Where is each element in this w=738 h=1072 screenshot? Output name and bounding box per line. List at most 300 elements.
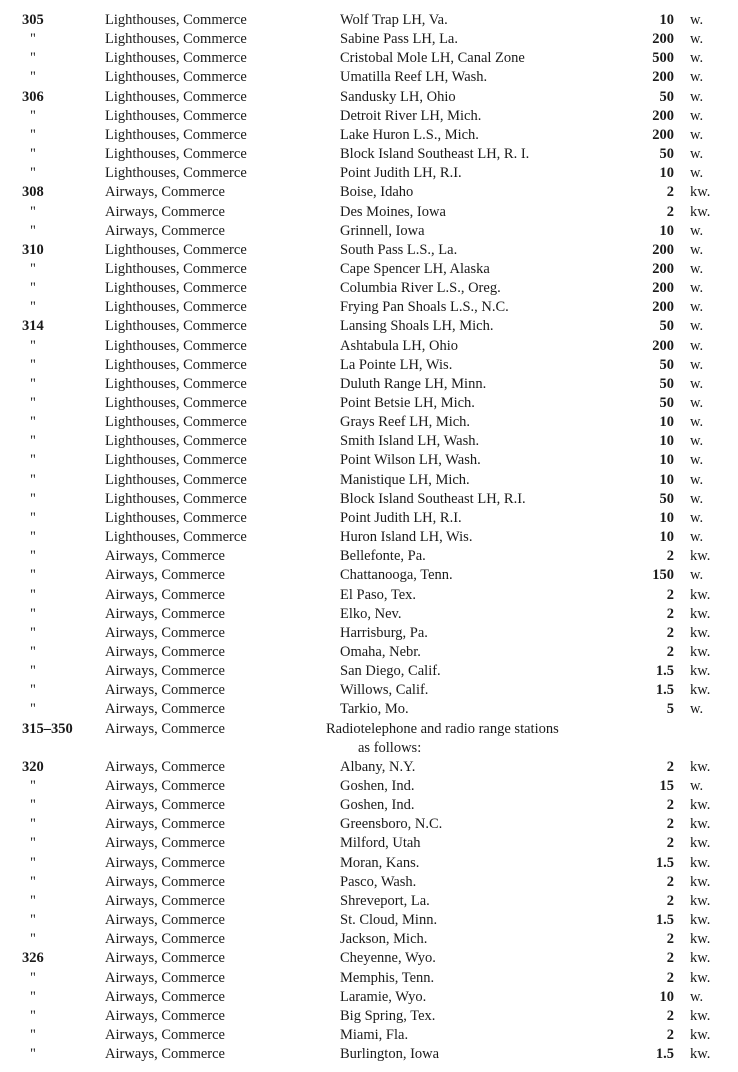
power-cell: 2 bbox=[666, 950, 674, 967]
frequency-cell: " bbox=[30, 969, 36, 986]
table-row bbox=[0, 930, 738, 949]
frequency-cell: " bbox=[30, 854, 36, 871]
station-cell: Moran, Kans. bbox=[340, 854, 420, 871]
table-row bbox=[0, 11, 738, 30]
unit-cell: w. bbox=[690, 50, 704, 67]
unit-cell: w. bbox=[690, 12, 704, 28]
service-cell: Airways, Commerce bbox=[105, 184, 225, 201]
unit-cell: w. bbox=[690, 299, 704, 316]
unit-cell: kw. bbox=[690, 586, 711, 603]
service-cell: Airways, Commerce bbox=[105, 720, 225, 737]
frequency-cell: " bbox=[30, 395, 36, 411]
service-cell: Airways, Commerce bbox=[105, 624, 225, 641]
table-row bbox=[0, 471, 738, 490]
service-cell: Airways, Commerce bbox=[105, 873, 225, 890]
table-row bbox=[0, 1045, 738, 1064]
station-cell: Omaha, Nebr. bbox=[340, 643, 421, 660]
unit-cell: kw. bbox=[690, 1046, 711, 1063]
power-cell: 200 bbox=[652, 69, 674, 86]
service-cell: Airways, Commerce bbox=[105, 988, 225, 1005]
station-cell: Chattanooga, Tenn. bbox=[340, 567, 453, 584]
station-cell: South Pass L.S., La. bbox=[340, 241, 458, 258]
station-cell: Sandusky LH, Ohio bbox=[340, 88, 456, 105]
table-row bbox=[0, 662, 738, 681]
frequency-cell: " bbox=[30, 624, 36, 641]
service-cell: Airways, Commerce bbox=[105, 892, 225, 909]
unit-cell: w. bbox=[690, 471, 704, 488]
power-cell: 150 bbox=[652, 567, 674, 584]
station-cell: Milford, Utah bbox=[340, 835, 421, 852]
frequency-cell: " bbox=[30, 835, 36, 852]
table-row bbox=[0, 681, 738, 700]
service-cell: Lighthouses, Commerce bbox=[105, 395, 247, 411]
power-cell: 2 bbox=[666, 835, 674, 852]
service-cell: Lighthouses, Commerce bbox=[105, 107, 247, 124]
frequency-cell: " bbox=[30, 548, 36, 565]
power-cell: 10 bbox=[659, 165, 674, 182]
table-row bbox=[0, 911, 738, 930]
table-row bbox=[0, 700, 738, 719]
unit-cell: w. bbox=[690, 31, 704, 48]
unit-cell: w. bbox=[690, 509, 704, 526]
frequency-cell: " bbox=[30, 452, 36, 469]
station-cell: Bellefonte, Pa. bbox=[340, 548, 426, 565]
station-cell: Willows, Calif. bbox=[340, 682, 429, 699]
table-row bbox=[0, 317, 738, 336]
station-cell: Goshen, Ind. bbox=[340, 778, 415, 794]
unit-cell: w. bbox=[690, 433, 704, 450]
service-cell: Lighthouses, Commerce bbox=[105, 165, 247, 182]
station-cell: Memphis, Tenn. bbox=[340, 969, 435, 986]
table-row bbox=[0, 107, 738, 126]
power-cell: 2 bbox=[666, 873, 674, 890]
station-cell: Detroit River LH, Mich. bbox=[340, 107, 482, 124]
frequency-cell: " bbox=[30, 356, 36, 373]
power-cell: 2 bbox=[666, 797, 674, 814]
service-cell: Lighthouses, Commerce bbox=[105, 433, 247, 450]
unit-cell: w. bbox=[690, 146, 704, 163]
power-cell: 10 bbox=[659, 452, 674, 469]
service-cell: Lighthouses, Commerce bbox=[105, 337, 247, 354]
power-cell: 2 bbox=[666, 624, 674, 641]
table-row bbox=[0, 949, 738, 968]
table-row bbox=[0, 586, 738, 605]
unit-cell: kw. bbox=[690, 797, 711, 814]
power-cell: 2 bbox=[666, 184, 674, 201]
unit-cell: kw. bbox=[690, 643, 711, 660]
power-cell: 1.5 bbox=[655, 912, 674, 929]
unit-cell: kw. bbox=[690, 969, 711, 986]
service-cell: Airways, Commerce bbox=[105, 778, 225, 794]
station-cell: Laramie, Wyo. bbox=[340, 988, 427, 1005]
station-cell: St. Cloud, Minn. bbox=[340, 912, 438, 929]
service-cell: Airways, Commerce bbox=[105, 758, 225, 775]
service-cell: Lighthouses, Commerce bbox=[105, 471, 247, 488]
frequency-cell: " bbox=[30, 107, 36, 124]
station-cell: La Pointe LH, Wis. bbox=[340, 356, 453, 373]
unit-cell: w. bbox=[690, 126, 704, 143]
table-row bbox=[0, 1026, 738, 1045]
station-cell: Tarkio, Mo. bbox=[340, 701, 409, 718]
unit-cell: kw. bbox=[690, 835, 711, 852]
service-cell: Lighthouses, Commerce bbox=[105, 126, 247, 143]
station-cell: Jackson, Mich. bbox=[340, 931, 428, 948]
station-cell: Burlington, Iowa bbox=[340, 1046, 440, 1063]
service-cell: Lighthouses, Commerce bbox=[105, 31, 247, 48]
unit-cell: w. bbox=[690, 988, 704, 1005]
table-row bbox=[0, 892, 738, 911]
station-cell: Big Spring, Tex. bbox=[340, 1007, 436, 1024]
service-cell: Airways, Commerce bbox=[105, 816, 225, 833]
unit-cell: w. bbox=[690, 529, 704, 546]
frequency-cell: 320 bbox=[22, 758, 44, 775]
unit-cell: kw. bbox=[690, 931, 711, 948]
frequency-cell: " bbox=[30, 414, 36, 431]
frequency-cell: " bbox=[30, 375, 36, 392]
frequency-cell: " bbox=[30, 1046, 36, 1063]
unit-cell: kw. bbox=[690, 663, 711, 680]
table-row bbox=[0, 758, 738, 777]
table-row bbox=[0, 260, 738, 279]
station-cell: Point Betsie LH, Mich. bbox=[340, 395, 475, 411]
station-cell: El Paso, Tex. bbox=[340, 586, 417, 603]
service-cell: Airways, Commerce bbox=[105, 835, 225, 852]
frequency-cell: " bbox=[30, 873, 36, 890]
service-cell: Lighthouses, Commerce bbox=[105, 88, 247, 105]
table-row bbox=[0, 68, 738, 87]
frequency-cell: " bbox=[30, 701, 36, 718]
table-row bbox=[0, 49, 738, 68]
station-cell: Greensboro, N.C. bbox=[340, 816, 443, 833]
power-cell: 50 bbox=[659, 318, 674, 335]
unit-cell: kw. bbox=[690, 950, 711, 967]
frequency-cell: " bbox=[30, 1007, 36, 1024]
unit-cell: kw. bbox=[690, 1007, 711, 1024]
power-cell: 50 bbox=[659, 375, 674, 392]
frequency-cell: 326 bbox=[22, 950, 44, 967]
frequency-cell: 310 bbox=[22, 241, 44, 258]
service-cell: Airways, Commerce bbox=[105, 701, 225, 718]
power-cell: 2 bbox=[666, 605, 674, 622]
frequency-cell: " bbox=[30, 280, 36, 297]
unit-cell: kw. bbox=[690, 624, 711, 641]
unit-cell: kw. bbox=[690, 892, 711, 909]
unit-cell: kw. bbox=[690, 1026, 711, 1043]
power-cell: 2 bbox=[666, 548, 674, 565]
table-row bbox=[0, 1007, 738, 1026]
frequency-cell: " bbox=[30, 663, 36, 680]
unit-cell: w. bbox=[690, 280, 704, 297]
station-cell: Pasco, Wash. bbox=[340, 873, 417, 890]
table-row bbox=[0, 413, 738, 432]
power-cell: 1.5 bbox=[655, 663, 674, 680]
power-cell: 50 bbox=[659, 395, 674, 411]
table-row bbox=[0, 643, 738, 662]
frequency-cell: 315–350 bbox=[22, 720, 73, 737]
table-row bbox=[0, 375, 738, 394]
service-cell: Airways, Commerce bbox=[105, 912, 225, 929]
table-row bbox=[0, 796, 738, 815]
unit-cell: w. bbox=[690, 107, 704, 124]
unit-cell: w. bbox=[690, 567, 704, 584]
station-cell: Umatilla Reef LH, Wash. bbox=[340, 69, 488, 86]
frequency-cell: " bbox=[30, 222, 36, 239]
power-cell: 50 bbox=[659, 88, 674, 105]
station-cell: Wolf Trap LH, Va. bbox=[340, 12, 448, 28]
power-cell: 200 bbox=[652, 337, 674, 354]
unit-cell: kw. bbox=[690, 816, 711, 833]
power-cell: 2 bbox=[666, 931, 674, 948]
table-row bbox=[0, 509, 738, 528]
table-row bbox=[0, 490, 738, 509]
service-cell: Lighthouses, Commerce bbox=[105, 490, 247, 507]
frequency-cell: 314 bbox=[22, 318, 44, 335]
station-cell: Frying Pan Shoals L.S., N.C. bbox=[340, 299, 509, 316]
frequency-cell: " bbox=[30, 509, 36, 526]
unit-cell: w. bbox=[690, 414, 704, 431]
service-cell: Lighthouses, Commerce bbox=[105, 318, 247, 335]
note-line: Radiotelephone and radio range stations bbox=[326, 720, 559, 737]
table-row bbox=[0, 126, 738, 145]
table-row bbox=[0, 739, 738, 758]
station-cell: Harrisburg, Pa. bbox=[340, 624, 428, 641]
station-cell: Des Moines, Iowa bbox=[340, 203, 446, 220]
service-cell: Lighthouses, Commerce bbox=[105, 529, 247, 546]
power-cell: 5 bbox=[666, 701, 674, 718]
unit-cell: kw. bbox=[690, 758, 711, 775]
station-cell: Grinnell, Iowa bbox=[340, 222, 425, 239]
station-cell: Lansing Shoals LH, Mich. bbox=[340, 318, 494, 335]
table-row bbox=[0, 337, 738, 356]
unit-cell: w. bbox=[690, 260, 704, 277]
station-cell: Goshen, Ind. bbox=[340, 797, 415, 814]
power-cell: 2 bbox=[666, 1007, 674, 1024]
service-cell: Airways, Commerce bbox=[105, 203, 225, 220]
power-cell: 2 bbox=[666, 969, 674, 986]
power-cell: 15 bbox=[659, 778, 674, 794]
power-cell: 10 bbox=[659, 988, 674, 1005]
power-cell: 50 bbox=[659, 356, 674, 373]
frequency-cell: " bbox=[30, 146, 36, 163]
frequency-cell: " bbox=[30, 31, 36, 48]
power-cell: 2 bbox=[666, 816, 674, 833]
station-cell: Block Island Southeast LH, R.I. bbox=[340, 490, 526, 507]
frequency-cell: " bbox=[30, 337, 36, 354]
unit-cell: w. bbox=[690, 395, 704, 411]
unit-cell: w. bbox=[690, 356, 704, 373]
unit-cell: kw. bbox=[690, 203, 711, 220]
table-row bbox=[0, 834, 738, 853]
table-row bbox=[0, 164, 738, 183]
power-cell: 200 bbox=[652, 107, 674, 124]
table-row bbox=[0, 241, 738, 260]
table-row bbox=[0, 394, 738, 413]
power-cell: 10 bbox=[659, 433, 674, 450]
frequency-cell: " bbox=[30, 778, 36, 794]
table-row bbox=[0, 854, 738, 873]
station-cell: Point Judith LH, R.I. bbox=[340, 509, 462, 526]
service-cell: Airways, Commerce bbox=[105, 1046, 225, 1063]
table-row bbox=[0, 356, 738, 375]
table-row bbox=[0, 528, 738, 547]
station-cell: Cape Spencer LH, Alaska bbox=[340, 260, 490, 277]
unit-cell: w. bbox=[690, 165, 704, 182]
note-line: as follows: bbox=[358, 739, 422, 756]
power-cell: 10 bbox=[659, 222, 674, 239]
power-cell: 1.5 bbox=[655, 682, 674, 699]
frequency-cell: " bbox=[30, 299, 36, 316]
frequency-cell: 308 bbox=[22, 184, 44, 201]
table-row bbox=[0, 547, 738, 566]
table-row bbox=[0, 566, 738, 585]
service-cell: Airways, Commerce bbox=[105, 548, 225, 565]
table-row bbox=[0, 203, 738, 222]
station-cell: Cheyenne, Wyo. bbox=[340, 950, 436, 967]
table-row bbox=[0, 777, 738, 796]
table-row bbox=[0, 222, 738, 241]
table-row bbox=[0, 183, 738, 202]
frequency-cell: " bbox=[30, 203, 36, 220]
table-row bbox=[0, 624, 738, 643]
service-cell: Lighthouses, Commerce bbox=[105, 356, 247, 373]
power-cell: 500 bbox=[652, 50, 674, 67]
station-cell: Cristobal Mole LH, Canal Zone bbox=[340, 50, 525, 67]
station-cell: San Diego, Calif. bbox=[340, 663, 441, 680]
service-cell: Airways, Commerce bbox=[105, 567, 225, 584]
frequency-cell: " bbox=[30, 892, 36, 909]
service-cell: Airways, Commerce bbox=[105, 797, 225, 814]
power-cell: 2 bbox=[666, 892, 674, 909]
power-cell: 200 bbox=[652, 241, 674, 258]
power-cell: 10 bbox=[659, 414, 674, 431]
station-cell: Elko, Nev. bbox=[340, 605, 402, 622]
frequency-cell: 305 bbox=[22, 12, 44, 28]
unit-cell: kw. bbox=[690, 873, 711, 890]
power-cell: 200 bbox=[652, 31, 674, 48]
service-cell: Lighthouses, Commerce bbox=[105, 50, 247, 67]
station-cell: Lake Huron L.S., Mich. bbox=[340, 126, 479, 143]
service-cell: Airways, Commerce bbox=[105, 586, 225, 603]
service-cell: Lighthouses, Commerce bbox=[105, 260, 247, 277]
power-cell: 50 bbox=[659, 146, 674, 163]
service-cell: Airways, Commerce bbox=[105, 1007, 225, 1024]
power-cell: 10 bbox=[659, 12, 674, 28]
frequency-cell: " bbox=[30, 490, 36, 507]
frequency-cell: " bbox=[30, 529, 36, 546]
frequency-cell: " bbox=[30, 69, 36, 86]
station-cell: Grays Reef LH, Mich. bbox=[340, 414, 471, 431]
service-cell: Lighthouses, Commerce bbox=[105, 414, 247, 431]
service-cell: Lighthouses, Commerce bbox=[105, 146, 247, 163]
service-cell: Lighthouses, Commerce bbox=[105, 280, 247, 297]
table-row bbox=[0, 88, 738, 107]
service-cell: Airways, Commerce bbox=[105, 969, 225, 986]
unit-cell: w. bbox=[690, 452, 704, 469]
unit-cell: kw. bbox=[690, 854, 711, 871]
service-cell: Airways, Commerce bbox=[105, 605, 225, 622]
frequency-cell: " bbox=[30, 682, 36, 699]
table-row bbox=[0, 988, 738, 1007]
frequency-cell: " bbox=[30, 126, 36, 143]
unit-cell: w. bbox=[690, 375, 704, 392]
power-cell: 50 bbox=[659, 490, 674, 507]
service-cell: Airways, Commerce bbox=[105, 682, 225, 699]
frequency-cell: " bbox=[30, 816, 36, 833]
unit-cell: w. bbox=[690, 701, 704, 718]
frequency-cell: " bbox=[30, 586, 36, 603]
station-cell: Manistique LH, Mich. bbox=[340, 471, 470, 488]
power-cell: 2 bbox=[666, 203, 674, 220]
power-cell: 10 bbox=[659, 509, 674, 526]
station-cell: Miami, Fla. bbox=[340, 1026, 409, 1043]
table-row bbox=[0, 873, 738, 892]
station-cell: Ashtabula LH, Ohio bbox=[340, 337, 458, 354]
station-cell: Shreveport, La. bbox=[340, 892, 430, 909]
unit-cell: kw. bbox=[690, 548, 711, 565]
unit-cell: kw. bbox=[690, 605, 711, 622]
station-cell: Huron Island LH, Wis. bbox=[340, 529, 473, 546]
power-cell: 200 bbox=[652, 280, 674, 297]
station-cell: Duluth Range LH, Minn. bbox=[340, 375, 487, 392]
service-cell: Lighthouses, Commerce bbox=[105, 299, 247, 316]
service-cell: Lighthouses, Commerce bbox=[105, 12, 247, 28]
power-cell: 200 bbox=[652, 299, 674, 316]
service-cell: Lighthouses, Commerce bbox=[105, 452, 247, 469]
frequency-cell: " bbox=[30, 1026, 36, 1043]
service-cell: Lighthouses, Commerce bbox=[105, 69, 247, 86]
unit-cell: w. bbox=[690, 88, 704, 105]
service-cell: Airways, Commerce bbox=[105, 931, 225, 948]
unit-cell: w. bbox=[690, 69, 704, 86]
power-cell: 2 bbox=[666, 1026, 674, 1043]
frequency-cell: " bbox=[30, 567, 36, 584]
frequency-cell: " bbox=[30, 605, 36, 622]
table-row bbox=[0, 298, 738, 317]
station-cell: Boise, Idaho bbox=[340, 184, 414, 201]
frequency-cell: " bbox=[30, 260, 36, 277]
service-cell: Airways, Commerce bbox=[105, 222, 225, 239]
unit-cell: w. bbox=[690, 778, 704, 794]
table-row bbox=[0, 969, 738, 988]
station-cell: Sabine Pass LH, La. bbox=[340, 31, 458, 48]
service-cell: Lighthouses, Commerce bbox=[105, 375, 247, 392]
frequency-cell: " bbox=[30, 471, 36, 488]
frequency-cell: " bbox=[30, 912, 36, 929]
table-row bbox=[0, 605, 738, 624]
power-cell: 10 bbox=[659, 471, 674, 488]
table-row bbox=[0, 30, 738, 49]
station-cell: Columbia River L.S., Oreg. bbox=[340, 280, 501, 297]
table-row bbox=[0, 279, 738, 298]
power-cell: 2 bbox=[666, 758, 674, 775]
unit-cell: kw. bbox=[690, 912, 711, 929]
service-cell: Airways, Commerce bbox=[105, 643, 225, 660]
service-cell: Airways, Commerce bbox=[105, 1026, 225, 1043]
station-cell: Point Wilson LH, Wash. bbox=[340, 452, 481, 469]
frequency-cell: " bbox=[30, 931, 36, 948]
station-cell: Albany, N.Y. bbox=[340, 758, 416, 775]
unit-cell: kw. bbox=[690, 682, 711, 699]
frequency-cell: " bbox=[30, 433, 36, 450]
service-cell: Airways, Commerce bbox=[105, 663, 225, 680]
station-cell: Smith Island LH, Wash. bbox=[340, 433, 480, 450]
table-row bbox=[0, 145, 738, 164]
frequency-cell: 306 bbox=[22, 88, 44, 105]
service-cell: Airways, Commerce bbox=[105, 854, 225, 871]
frequency-cell: " bbox=[30, 50, 36, 67]
frequency-cell: " bbox=[30, 165, 36, 182]
station-cell: Point Judith LH, R.I. bbox=[340, 165, 462, 182]
